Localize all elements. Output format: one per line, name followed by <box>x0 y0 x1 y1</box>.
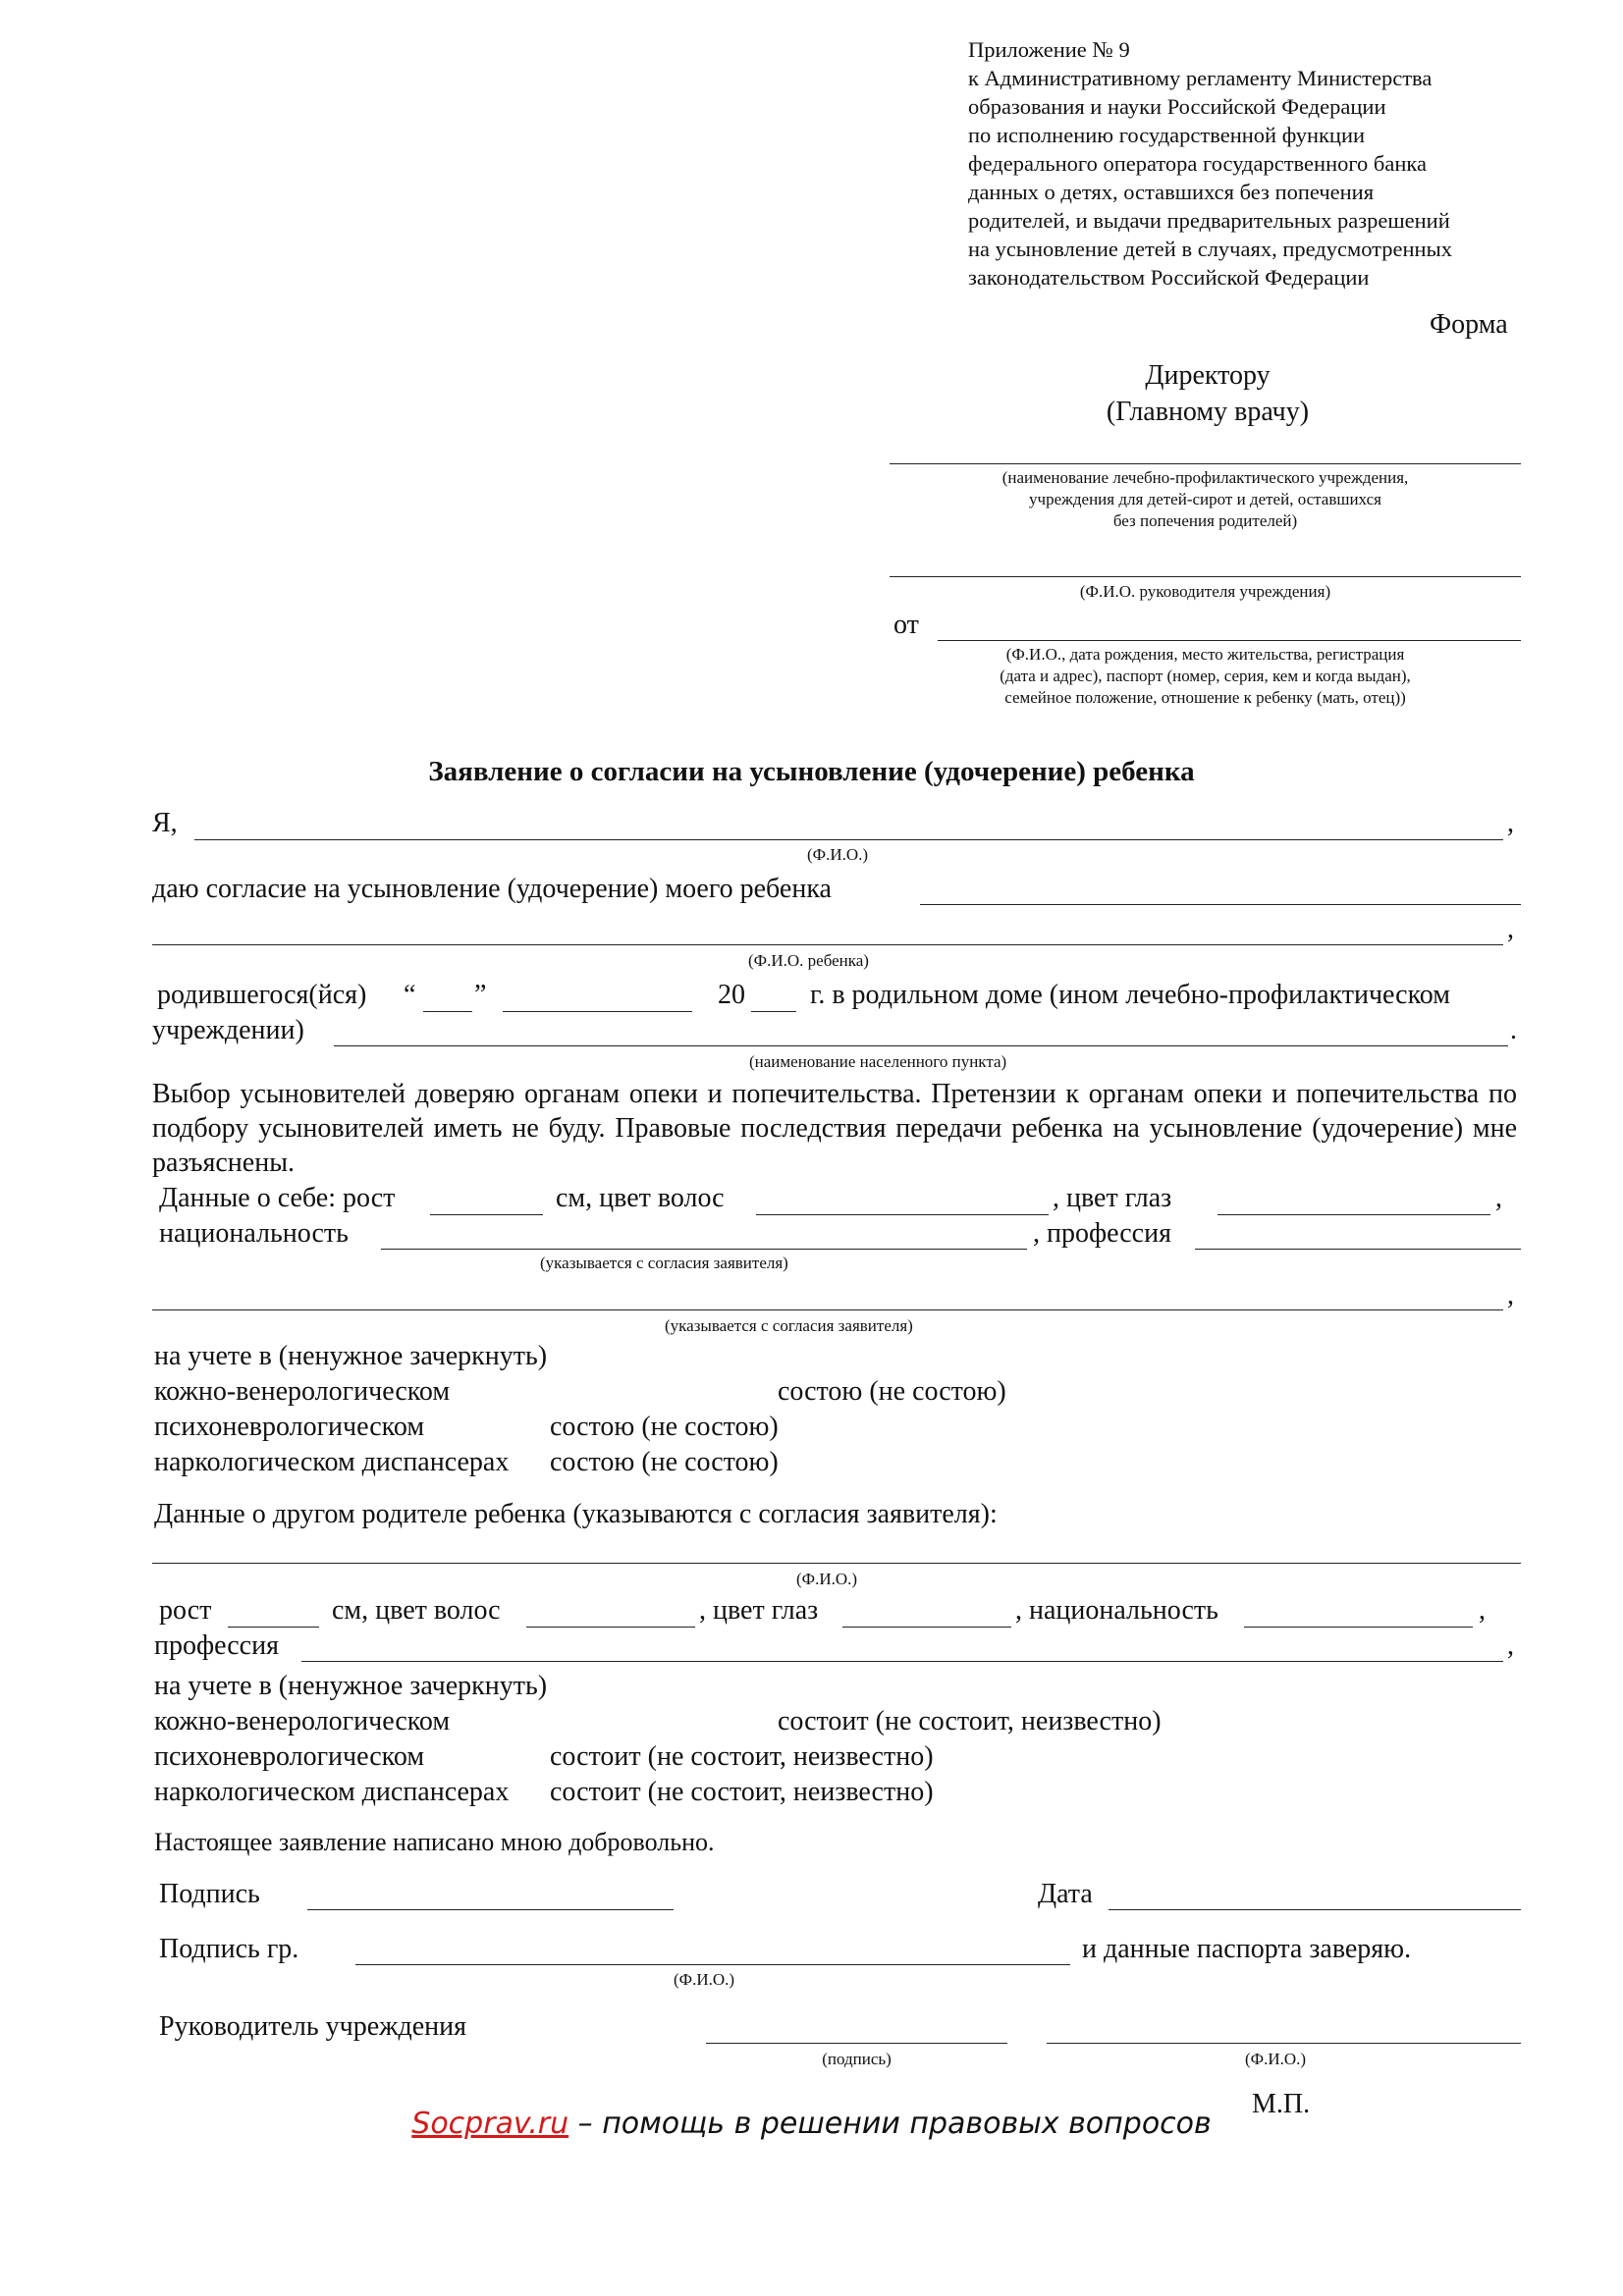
trust-paragraph: Выбор усыновителей доверяю органам опеки и попечительства. Претензии к органам опеки и попечительства по подбору усыновителей иметь не буду. Правовые последствия передачи ребенка на усыновление (удочерение) мне разъяснены. <box>152 1079 1517 1178</box>
settlement-hint: (наименование населенного пункта) <box>749 1052 1007 1071</box>
child-field-1[interactable] <box>920 904 1521 905</box>
appendix-line: федерального оператора государственного банка <box>968 151 1427 176</box>
period: . <box>1510 1015 1517 1045</box>
comma: , <box>1495 1183 1502 1213</box>
other-parent-label: Данные о другом родителе ребенка (указываются с согласия заявителя): <box>154 1499 998 1529</box>
applicant-fio-field[interactable] <box>194 839 1503 840</box>
footer-tagline: – помощь в решении правовых вопросов <box>568 2107 1212 2141</box>
addressee-line-2: (Главному врачу) <box>1106 397 1310 427</box>
birth-month-field[interactable] <box>503 1011 692 1012</box>
citizen-fio-field[interactable] <box>355 1964 1070 1965</box>
hint-line: семейное положение, отношение к ребенку (мать, отец)) <box>1004 688 1406 707</box>
appendix-line: законодательством Российской Федерации <box>968 265 1370 290</box>
eye-label: , цвет глаз <box>699 1595 819 1626</box>
head-fio-field[interactable] <box>890 576 1521 577</box>
institution-label: учреждении) <box>152 1015 304 1045</box>
other-psych-status[interactable]: состоит (не состоит, неизвестно) <box>550 1741 934 1772</box>
fio-hint: (Ф.И.О.) <box>674 1970 735 1989</box>
appendix-line: к Административному регламенту Министерства <box>968 66 1433 90</box>
comma: , <box>1479 1595 1486 1626</box>
narc-label: наркологическом диспансерах <box>154 1447 510 1477</box>
birth-day-field[interactable] <box>423 1011 472 1012</box>
applicant-hint <box>890 644 1521 709</box>
other-nationality-field[interactable] <box>1244 1627 1473 1628</box>
psych-label: психоневрологическом <box>154 1741 425 1772</box>
other-profession-field[interactable] <box>301 1661 1503 1662</box>
narc-status[interactable]: состою (не состою) <box>550 1447 779 1477</box>
comma: , <box>1507 808 1514 838</box>
narc-label: наркологическом диспансерах <box>154 1777 510 1807</box>
date-field[interactable] <box>1109 1909 1521 1910</box>
hint-line: учреждения для детей-сирот и детей, оставшихся <box>1029 490 1381 508</box>
registry-label: на учете в (ненужное зачеркнуть) <box>154 1671 548 1701</box>
voluntary-statement: Настоящее заявление написано мною добровольно. <box>154 1828 715 1856</box>
other-fio-field[interactable] <box>152 1563 1521 1564</box>
passport-confirm: и данные паспорта заверяю. <box>1082 1934 1412 1964</box>
self-eye-field[interactable] <box>1217 1214 1490 1215</box>
date-label: Дата <box>1038 1879 1093 1909</box>
self-profession-field[interactable] <box>1195 1249 1521 1250</box>
appendix-line: данных о детях, оставшихся без попечения <box>968 180 1375 204</box>
head-fio-hint: (Ф.И.О. руководителя учреждения) <box>1079 582 1331 601</box>
cm-hair-label: см, цвет волос <box>332 1595 501 1626</box>
quote-close: ” <box>474 980 487 1010</box>
derm-label: кожно-венерологическом <box>154 1706 451 1736</box>
other-nationality-label: , национальность <box>1015 1595 1218 1626</box>
applicant-field[interactable] <box>938 640 1521 641</box>
footer-site-link[interactable]: Socprav.ru <box>411 2107 569 2141</box>
sign-label: Подпись <box>159 1879 260 1909</box>
born-label: родившегося(йся) <box>157 980 367 1010</box>
child-field-2[interactable] <box>152 944 1503 945</box>
consent-hint: (указывается с согласия заявителя) <box>665 1316 913 1335</box>
fio-hint: (Ф.И.О.) <box>1245 2050 1307 2068</box>
psych-status[interactable]: состою (не состою) <box>550 1412 779 1442</box>
form-label: Форма <box>1430 309 1508 340</box>
quote-open: “ <box>404 980 416 1010</box>
appendix-block <box>968 35 1452 292</box>
document-title: Заявление о согласии на усыновление (удочерение) ребенка <box>428 756 1195 787</box>
derm-label: кожно-венерологическом <box>154 1376 451 1407</box>
self-profession-field-2[interactable] <box>152 1309 1503 1310</box>
self-nationality-field[interactable] <box>381 1249 1027 1250</box>
other-hair-field[interactable] <box>526 1627 695 1628</box>
hint-line: (наименование лечебно-профилактического учреждения, <box>1001 468 1409 487</box>
signature-hint: (подпись) <box>822 2050 892 2068</box>
footer <box>0 2107 1623 2141</box>
institution-hint <box>890 467 1521 532</box>
head-label: Руководитель учреждения <box>159 2011 466 2042</box>
fio-hint: (Ф.И.О.) <box>796 1570 858 1588</box>
comma: , <box>1507 914 1514 944</box>
stamp-label: М.П. <box>1252 2089 1311 2119</box>
year-prefix: 20 <box>718 980 745 1010</box>
height-label: рост <box>159 1595 212 1626</box>
comma: , <box>1507 1280 1514 1310</box>
addressee-line-1: Директору <box>1145 360 1271 391</box>
derm-status[interactable]: состою (не состою) <box>778 1376 1006 1407</box>
self-height-field[interactable] <box>430 1214 543 1215</box>
head-fio-field[interactable] <box>1047 2043 1521 2044</box>
eye-label: , цвет глаз <box>1053 1183 1172 1213</box>
appendix-line: по исполнению государственной функции <box>968 123 1366 147</box>
consent-label: даю согласие на усыновление (удочерение) моего ребенка <box>152 874 832 904</box>
settlement-field[interactable] <box>334 1045 1508 1046</box>
appendix-line: родителей, и выдачи предварительных разрешений <box>968 208 1450 233</box>
from-label: от <box>893 610 919 640</box>
psych-label: психоневрологическом <box>154 1412 425 1442</box>
comma: , <box>1507 1630 1514 1661</box>
other-narc-status[interactable]: состоит (не состоит, неизвестно) <box>550 1777 934 1807</box>
other-eye-field[interactable] <box>842 1627 1011 1628</box>
profession-label: , профессия <box>1033 1218 1171 1249</box>
nationality-label: национальность <box>159 1218 349 1249</box>
hint-line: (дата и адрес), паспорт (номер, серия, кем и когда выдан), <box>1000 667 1411 685</box>
appendix-line: на усыновление детей в случаях, предусмотренных <box>968 237 1452 261</box>
head-signature-field[interactable] <box>706 2043 1007 2044</box>
self-hair-field[interactable] <box>756 1214 1049 1215</box>
registry-label: на учете в (ненужное зачеркнуть) <box>154 1341 548 1371</box>
other-height-field[interactable] <box>228 1627 319 1628</box>
fio-hint: (Ф.И.О.) <box>807 845 869 864</box>
consent-hint: (указывается с согласия заявителя) <box>540 1254 788 1272</box>
sign-citizen-label: Подпись гр. <box>159 1934 299 1964</box>
other-profession-label: профессия <box>154 1630 279 1661</box>
other-derm-status[interactable]: состоит (не состоит, неизвестно) <box>778 1706 1162 1736</box>
child-fio-hint: (Ф.И.О. ребенка) <box>748 951 869 970</box>
born-place: г. в родильном доме (ином лечебно-профилактическом <box>810 980 1450 1010</box>
signature-field[interactable] <box>307 1909 674 1910</box>
self-data-label: Данные о себе: рост <box>159 1183 396 1213</box>
i-label: Я, <box>152 808 178 838</box>
appendix-line: Приложение № 9 <box>968 37 1130 62</box>
institution-field[interactable] <box>890 463 1521 464</box>
hint-line: без попечения родителей) <box>1112 511 1298 530</box>
appendix-line: образования и науки Российской Федерации <box>968 94 1386 119</box>
birth-year-field[interactable] <box>751 1011 796 1012</box>
cm-hair-label: см, цвет волос <box>556 1183 725 1213</box>
hint-line: (Ф.И.О., дата рождения, место жительства, регистрация <box>1005 645 1405 664</box>
